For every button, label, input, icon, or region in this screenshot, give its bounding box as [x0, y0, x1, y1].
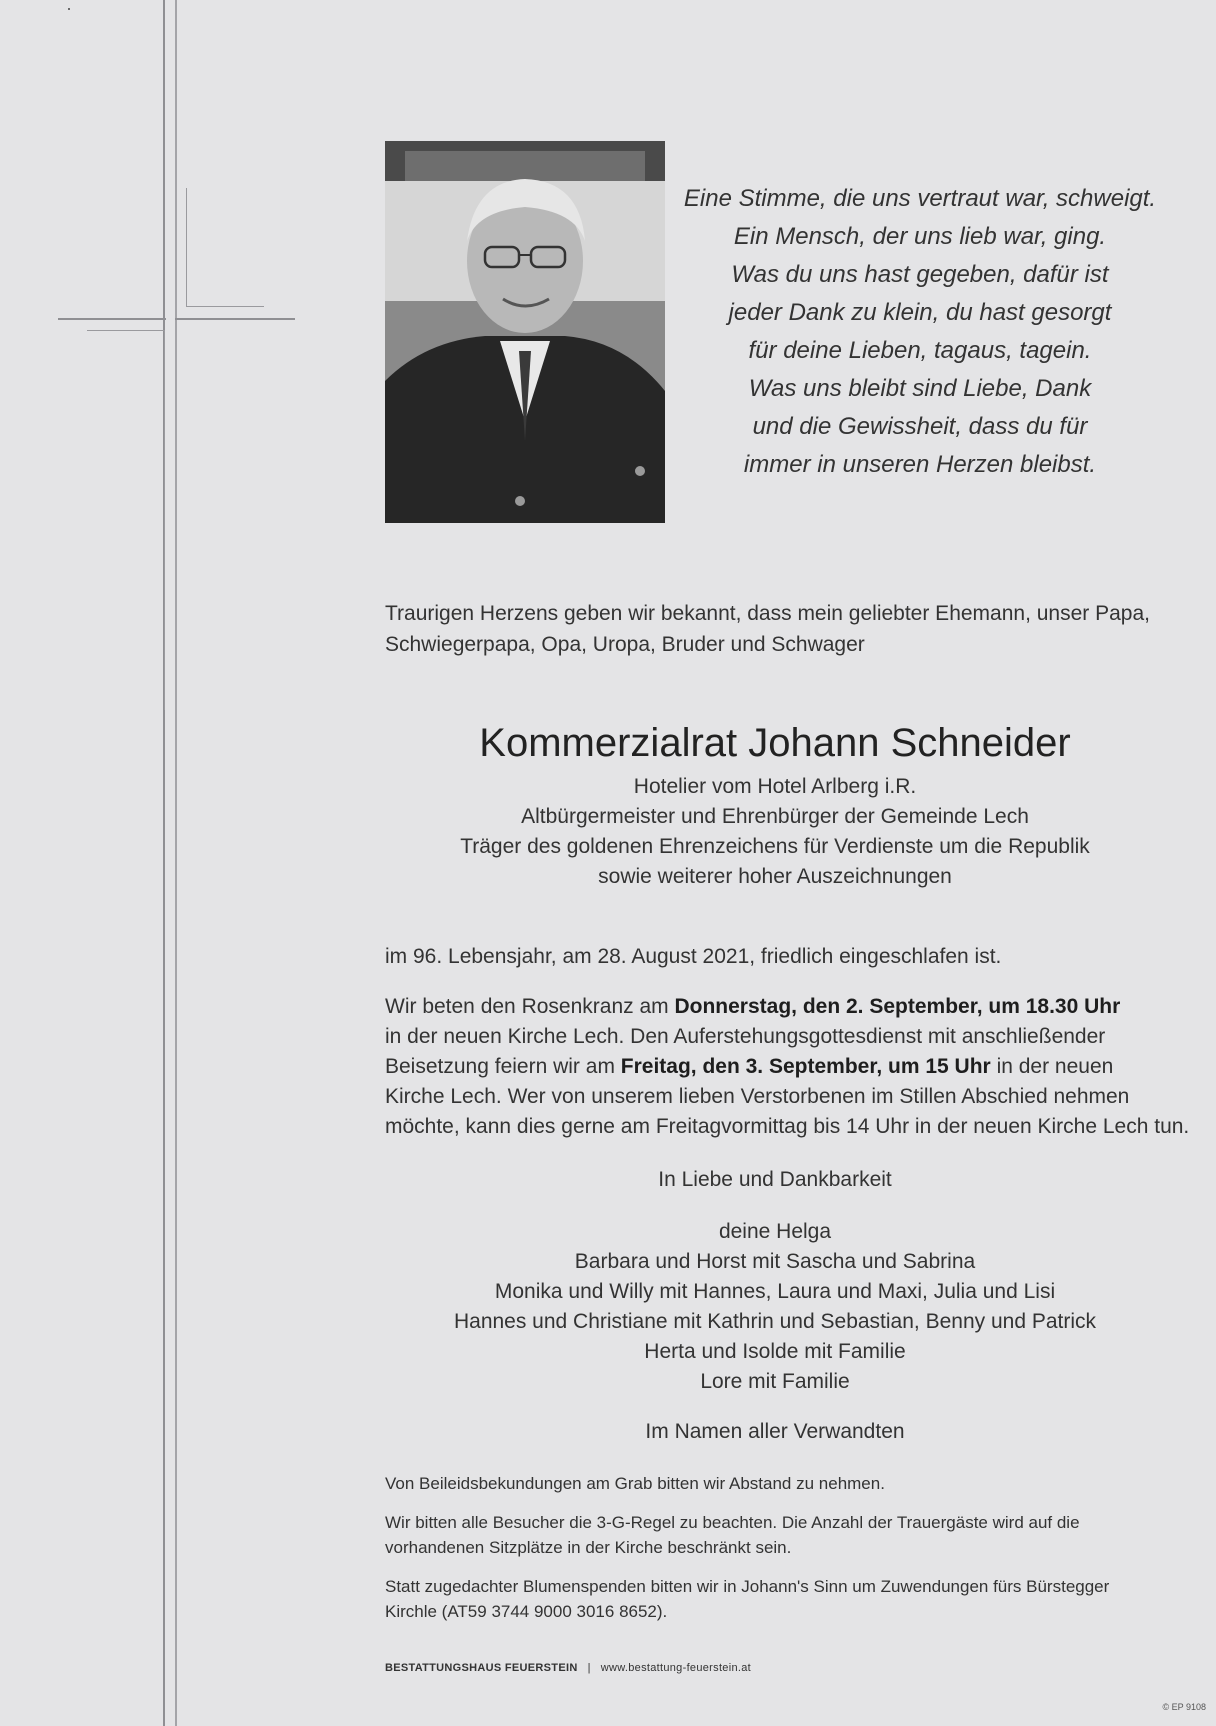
ceremony-details [385, 992, 1190, 1142]
intro-line: Traurigen Herzens geben wir bekannt, dass mein geliebter Ehemann, unser Papa, [385, 602, 1150, 625]
poem-line: für deine Lieben, tagaus, tagein. [748, 337, 1092, 364]
cross-vertical-inner-top [186, 188, 187, 306]
poem-line: immer in unseren Herzen bleibst. [743, 451, 1097, 478]
ceremony-text: Beisetzung feiern wir am [385, 1055, 621, 1078]
ceremony-line: Kirche Lech. Wer von unserem lieben Verstorbenen im Stillen Abschied nehmen [385, 1085, 1130, 1108]
ceremony-line [385, 992, 1185, 1022]
title-line: Träger des goldenen Ehrenzeichens für Verdienste um die Republik [460, 835, 1090, 858]
cross-arm-right [175, 318, 295, 320]
family-line: Lore mit Familie [700, 1370, 850, 1393]
poem-line: Eine Stimme, die uns vertraut war, schweigt. [683, 185, 1157, 212]
rosary-date: Donnerstag, den 2. September, um 18.30 Uhr [674, 995, 1121, 1018]
ceremony-text: Wir beten den Rosenkranz am [385, 995, 675, 1018]
poem-line: und die Gewissheit, dass du für [752, 413, 1088, 440]
poem-line: Was du uns hast gegeben, dafür ist [731, 261, 1109, 288]
print-code: © EP 9108 [1162, 1702, 1206, 1712]
intro-line: Schwiegerpapa, Opa, Uropa, Bruder und Schwager [385, 633, 865, 656]
cross-vertical-outer [163, 0, 165, 1726]
closing-phrase: In Liebe und Dankbarkeit [658, 1168, 892, 1191]
announcement-intro [385, 598, 1165, 660]
ceremony-line: in der neuen Kirche Lech. Den Auferstehungsgottesdienst mit anschließender [385, 1025, 1106, 1048]
poem-line: Was uns bleibt sind Liebe, Dank [748, 375, 1092, 402]
footer [385, 1662, 751, 1674]
portrait-photo [385, 141, 665, 523]
ceremony-line [385, 1052, 1185, 1082]
family-line: Hannes und Christiane mit Kathrin und Sebastian, Benny und Patrick [453, 1310, 1097, 1333]
note-line: vorhandenen Sitzplätze in der Kirche beschränkt sein. [385, 1538, 792, 1557]
relatives-line: Im Namen aller Verwandten [645, 1420, 905, 1443]
title-line: Altbürgermeister und Ehrenbürger der Gemeinde Lech [521, 805, 1029, 828]
funeral-home-website[interactable]: www.bestattung-feuerstein.at [600, 1662, 752, 1674]
family-line: deine Helga [718, 1220, 832, 1243]
speck [68, 8, 70, 10]
note-line: Statt zugedachter Blumenspenden bitten wir in Johann's Sinn um Zuwendungen fürs Bürstegger [385, 1577, 1110, 1596]
note-line: Wir bitten alle Besucher die 3-G-Regel zu beachten. Die Anzahl der Trauergäste wird auf die [385, 1513, 1080, 1532]
family-line: Monika und Willy mit Hannes, Laura und Maxi, Julia und Lisi [494, 1280, 1056, 1303]
poem [660, 180, 1180, 484]
ceremony-line: möchte, kann dies gerne am Freitagvormittag bis 14 Uhr in der neuen Kirche Lech tun. [385, 1115, 1190, 1138]
cross-vertical-outer-2 [175, 0, 177, 1726]
note-line: Von Beileidsbekundungen am Grab bitten wir Abstand zu nehmen. [385, 1474, 885, 1493]
death-date-line: im 96. Lebensjahr, am 28. August 2021, friedlich eingeschlafen ist. [385, 945, 1002, 968]
note-covid-rule [385, 1510, 1175, 1560]
funeral-home-name: BESTATTUNGSHAUS FEUERSTEIN [385, 1662, 578, 1674]
footer-separator: | [587, 1662, 591, 1674]
note-donations [385, 1574, 1175, 1624]
note-line: Kirchle (AT59 3744 9000 3016 8652). [385, 1602, 668, 1621]
family-line: Barbara und Horst mit Sascha und Sabrina [574, 1250, 976, 1273]
ceremony-text: in der neuen [990, 1055, 1114, 1078]
portrait-photo-drawing [385, 141, 665, 523]
title-line: sowie weiterer hoher Auszeichnungen [598, 865, 952, 888]
family-list [385, 1217, 1165, 1397]
cross-vertical-inner-bottom [164, 330, 165, 710]
deceased-titles [385, 772, 1165, 892]
cross-arm-left-inner [87, 330, 165, 331]
cross-arm-left [58, 318, 166, 320]
poem-line: Ein Mensch, der uns lieb war, ging. [733, 223, 1107, 250]
title-line: Hotelier vom Hotel Arlberg i.R. [633, 775, 917, 798]
cross-arm-right-inner [186, 306, 264, 307]
deceased-name: Kommerzialrat Johann Schneider [479, 721, 1071, 765]
poem-line: jeder Dank zu klein, du hast gesorgt [728, 299, 1112, 326]
funeral-date: Freitag, den 3. September, um 15 Uhr [620, 1055, 991, 1078]
note-condolences [385, 1471, 1175, 1496]
family-line: Herta und Isolde mit Familie [644, 1340, 906, 1363]
